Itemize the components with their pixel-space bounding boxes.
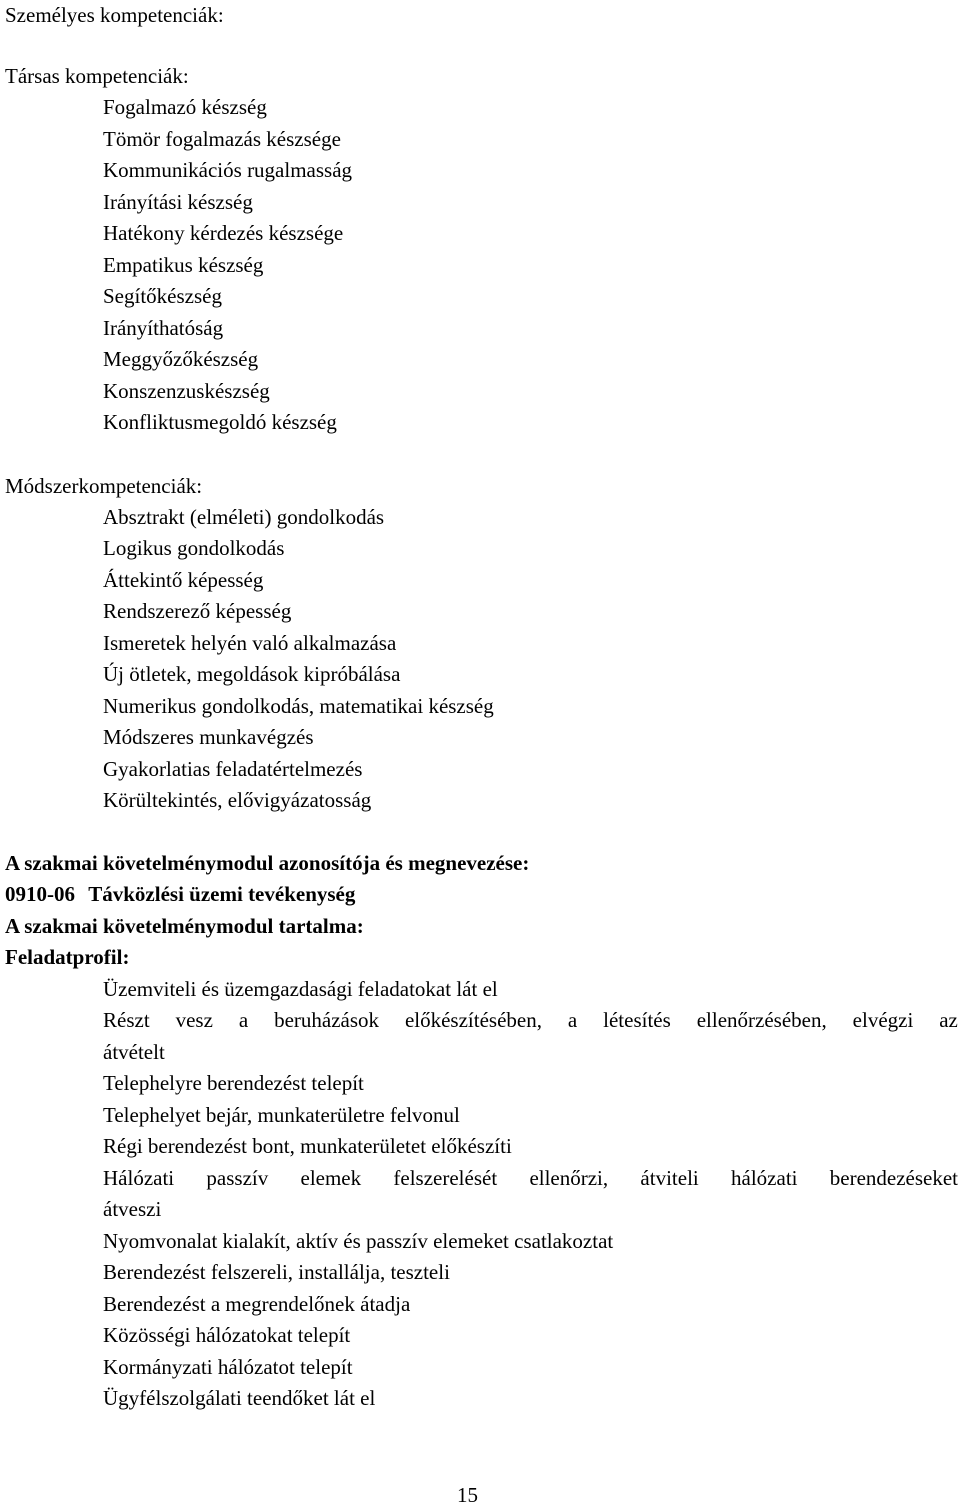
list-item-continuation: átvételt [103, 1040, 165, 1064]
word: passzív [206, 1166, 269, 1190]
list-item: Módszeres munkavégzés [103, 725, 314, 749]
word: hálózati [731, 1166, 798, 1190]
word: előkészítésében, [404, 1008, 542, 1032]
list-item: Telephelyet bejár, munkaterületre felvonul [103, 1103, 460, 1127]
list-item: Közösségi hálózatokat telepít [103, 1323, 351, 1347]
word: beruházások [274, 1008, 380, 1032]
social-competencies-heading: Társas kompetenciák: [5, 64, 189, 88]
list-item: Numerikus gondolkodás, matematikai készség [103, 694, 494, 718]
personal-competencies-heading: Személyes kompetenciák: [5, 3, 224, 27]
list-item: Absztrakt (elméleti) gondolkodás [103, 505, 385, 529]
list-item: Ügyfélszolgálati teendőket lát el [103, 1386, 376, 1410]
list-item: Berendezést felszereli, installálja, teszteli [103, 1260, 450, 1284]
method-competencies-heading: Módszerkompetenciák: [5, 474, 203, 498]
list-item: Kormányzati hálózatot telepít [103, 1355, 353, 1379]
word: elemek [300, 1166, 362, 1190]
list-item: Gyakorlatias feladatértelmezés [103, 757, 363, 781]
word: felszerelését [393, 1166, 498, 1190]
list-item: Hatékony kérdezés készsége [103, 221, 344, 245]
word: Részt [103, 1008, 150, 1032]
list-item: Telephelyre berendezést telepít [103, 1071, 364, 1095]
word: a [567, 1008, 578, 1032]
list-item: Empatikus készség [103, 253, 264, 277]
list-item: Segítőkészség [103, 284, 222, 308]
list-item-continuation: átveszi [103, 1197, 162, 1221]
word: ellenőrzésében, [696, 1008, 827, 1032]
module-code: 0910-06 [5, 882, 75, 906]
module-content-heading: A szakmai követelménymodul tartalma: [5, 914, 364, 938]
list-item: Rendszerező képesség [103, 599, 292, 623]
list-item: Régi berendezést bont, munkaterületet előkészíti [103, 1134, 512, 1158]
list-item: Áttekintő képesség [103, 568, 264, 592]
list-item: Tömör fogalmazás készsége [103, 127, 341, 151]
word: átviteli [640, 1166, 699, 1190]
module-code-name [5, 884, 355, 905]
word: létesítés [603, 1008, 671, 1032]
word: elvégzi [852, 1008, 914, 1032]
list-item: Logikus gondolkodás [103, 536, 285, 560]
list-item: Irányíthatóság [103, 316, 224, 340]
list-item: Konfliktusmegoldó készség [103, 410, 337, 434]
list-item: Irányítási készség [103, 190, 253, 214]
task-profile-heading: Feladatprofil: [5, 945, 130, 969]
list-item: Meggyőzőkészség [103, 347, 259, 371]
list-item: Nyomvonalat kialakít, aktív és passzív elemeket csatlakoztat [103, 1229, 614, 1253]
word: ellenőrzi, [529, 1166, 609, 1190]
module-id-heading: A szakmai követelménymodul azonosítója és megnevezése: [5, 851, 530, 875]
list-item: Üzemviteli és üzemgazdasági feladatokat lát el [103, 977, 498, 1001]
list-item: Körültekintés, elővigyázatosság [103, 788, 372, 812]
list-item: Konszenzuskészség [103, 379, 270, 403]
word: berendezéseket [829, 1166, 958, 1190]
list-item: Ismeretek helyén való alkalmazása [103, 631, 397, 655]
list-item: Kommunikációs rugalmasság [103, 158, 353, 182]
list-item: Fogalmazó készség [103, 95, 267, 119]
word: az [939, 1008, 958, 1032]
list-item-justified [103, 1010, 958, 1031]
list-item-justified [103, 1168, 958, 1189]
word: a [238, 1008, 249, 1032]
module-name: Távközlési üzemi tevékenység [88, 882, 356, 906]
page-number: 15 [457, 1483, 478, 1507]
list-item: Berendezést a megrendelőnek átadja [103, 1292, 411, 1316]
list-item: Új ötletek, megoldások kipróbálása [103, 662, 401, 686]
word: vesz [175, 1008, 213, 1032]
word: Hálózati [103, 1166, 175, 1190]
